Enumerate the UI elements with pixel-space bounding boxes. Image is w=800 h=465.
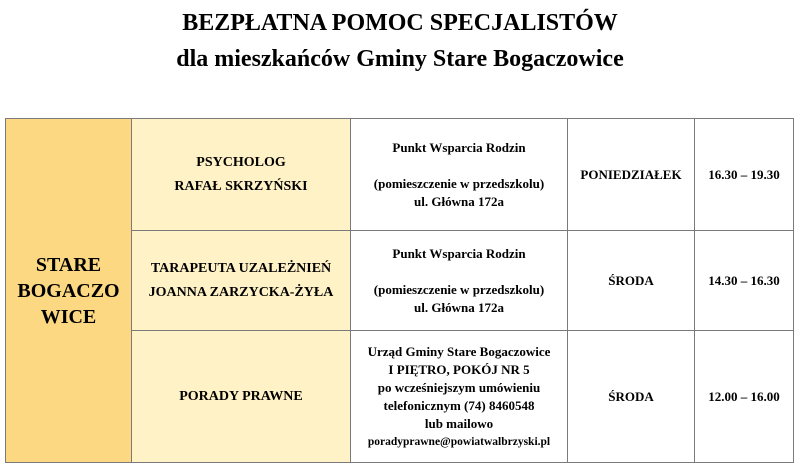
specialist-name: JOANNA ZARZYCKA-ŻYŁA xyxy=(148,284,334,300)
place-name: Urząd Gminy Stare Bogaczowice xyxy=(367,343,551,359)
specialist-cell xyxy=(132,119,351,231)
place-cell xyxy=(351,331,568,463)
place-cell xyxy=(351,119,568,231)
place-floor: I PIĘTRO, POKÓJ NR 5 xyxy=(388,361,530,377)
place-detail: (pomieszczenie w przedszkolu) xyxy=(373,281,545,297)
page-title: BEZPŁATNA POMOC SPECJALISTÓW xyxy=(182,10,618,36)
location-line: STARE xyxy=(35,253,102,276)
place-email: poradyprawne@powiatwalbrzyski.pl xyxy=(367,435,551,448)
specialist-role: PSYCHOLOG xyxy=(196,154,286,170)
table-row xyxy=(6,119,794,231)
specialist-cell xyxy=(132,331,351,463)
place-cell xyxy=(351,231,568,331)
location-line: BOGACZO xyxy=(17,279,120,302)
location-line: WICE xyxy=(40,305,97,328)
page-subtitle: dla mieszkańców Gminy Stare Bogaczowice xyxy=(176,46,624,72)
schedule-table xyxy=(5,118,794,463)
day-cell: ŚRODA xyxy=(568,331,695,463)
specialist-name: RAFAŁ SKRZYŃSKI xyxy=(174,178,308,194)
place-address: ul. Główna 172a xyxy=(414,299,504,315)
day-cell: PONIEDZIAŁEK xyxy=(568,119,695,231)
place-note: lub mailowo xyxy=(424,415,494,431)
hours-cell: 16.30 – 19.30 xyxy=(695,119,794,231)
specialist-role: PORADY PRAWNE xyxy=(179,388,303,404)
place-address: ul. Główna 172a xyxy=(414,193,504,209)
place-detail: (pomieszczenie w przedszkolu) xyxy=(373,175,545,191)
hours-cell: 12.00 – 16.00 xyxy=(695,331,794,463)
specialist-cell xyxy=(132,231,351,331)
day-cell: ŚRODA xyxy=(568,231,695,331)
place-name: Punkt Wsparcia Rodzin xyxy=(392,245,526,261)
place-phone: telefonicznym (74) 8460548 xyxy=(383,397,535,413)
hours-cell: 14.30 – 16.30 xyxy=(695,231,794,331)
place-name: Punkt Wsparcia Rodzin xyxy=(392,139,526,155)
location-cell xyxy=(6,119,132,463)
specialist-role: TARAPEUTA UZALEŻNIEŃ xyxy=(150,260,332,276)
place-note: po wcześniejszym umówieniu xyxy=(377,379,541,395)
